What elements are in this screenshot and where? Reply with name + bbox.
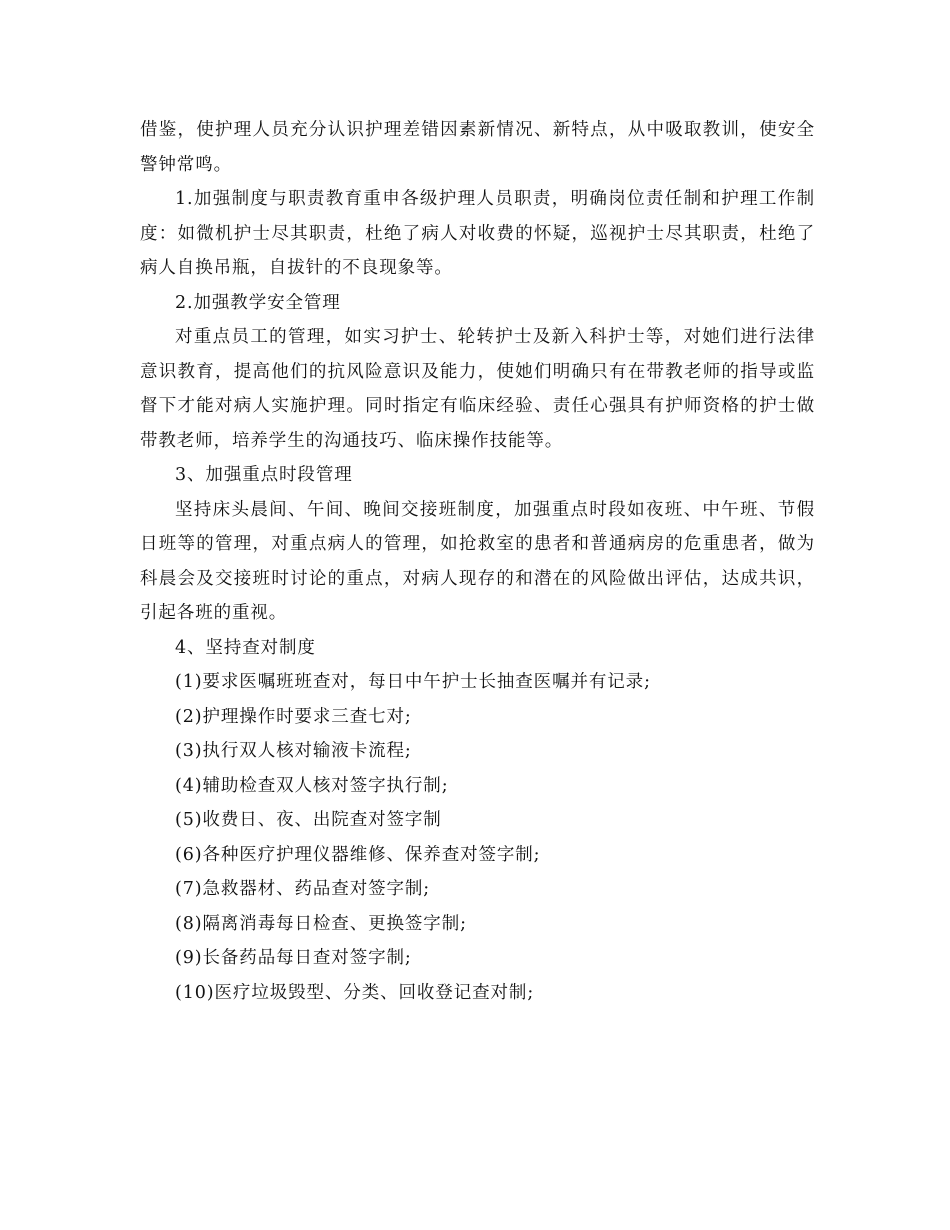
list-item: (6)各种医疗护理仪器维修、保养查对签字制; — [175, 844, 541, 865]
list-item: (9)长备药品每日查对签字制; — [175, 948, 412, 968]
list-item: (2)护理操作时要求三查七对; — [175, 706, 412, 727]
list-item: (8)隔离消毒每日检查、更换签字制; — [175, 913, 467, 934]
list-item: (3)执行双人核对输液卡流程; — [175, 741, 412, 761]
list-item: (10)医疗垃圾毁型、分类、回收登记查对制; — [175, 982, 535, 1003]
list-item: (7)急救器材、药品查对签字制; — [175, 879, 431, 899]
list-item: (1)要求医嘱班班查对，每日中午护士长抽查医嘱并有记录; — [175, 672, 651, 692]
paragraph-section-2-body: 对重点员工的管理，如实习护士、轮转护士及新入科护士等，对她们进行法律意识教育，提高他们的抗风险意识及能力，使她们明确只有在带教老师的指导或监督下才能对病人实施护理。同时指定有临床经验、责任心强具有护师资格的护士做带教老师，培养学生的沟通技巧、临床操作技能等。 — [140, 327, 815, 451]
paragraph-section-3-body: 坚持床头晨间、午间、晚间交接班制度，加强重点时段如夜班、中午班、节假日班等的管理，对重点病人的管理，如抢救室的患者和普通病房的危重患者，做为科晨会及交接班时讨论的重点，对病人现存的和潜在的风险做出评估，达成共识，引起各班的重视。 — [140, 499, 815, 623]
document-body — [140, 113, 815, 1010]
heading-section-3: 3、加强重点时段管理 — [175, 465, 353, 485]
heading-section-4: 4、坚持查对制度 — [175, 637, 316, 658]
paragraph-continuation: 借鉴，使护理人员充分认识护理差错因素新情况、新特点，从中吸取教训，使安全警钟常鸣。 — [140, 120, 815, 175]
paragraph-section-1: 1.加强制度与职责教育重申各级护理人员职责，明确岗位责任制和护理工作制度：如微机护士尽其职责，杜绝了病人对收费的怀疑，巡视护士尽其职责，杜绝了病人自换吊瓶，自拔针的不良现象等。 — [140, 189, 815, 278]
heading-section-2: 2.加强教学安全管理 — [175, 292, 341, 313]
list-item: (4)辅助检查双人核对签字执行制; — [175, 775, 449, 796]
list-item: (5)收费日、夜、出院查对签字制 — [175, 810, 442, 830]
